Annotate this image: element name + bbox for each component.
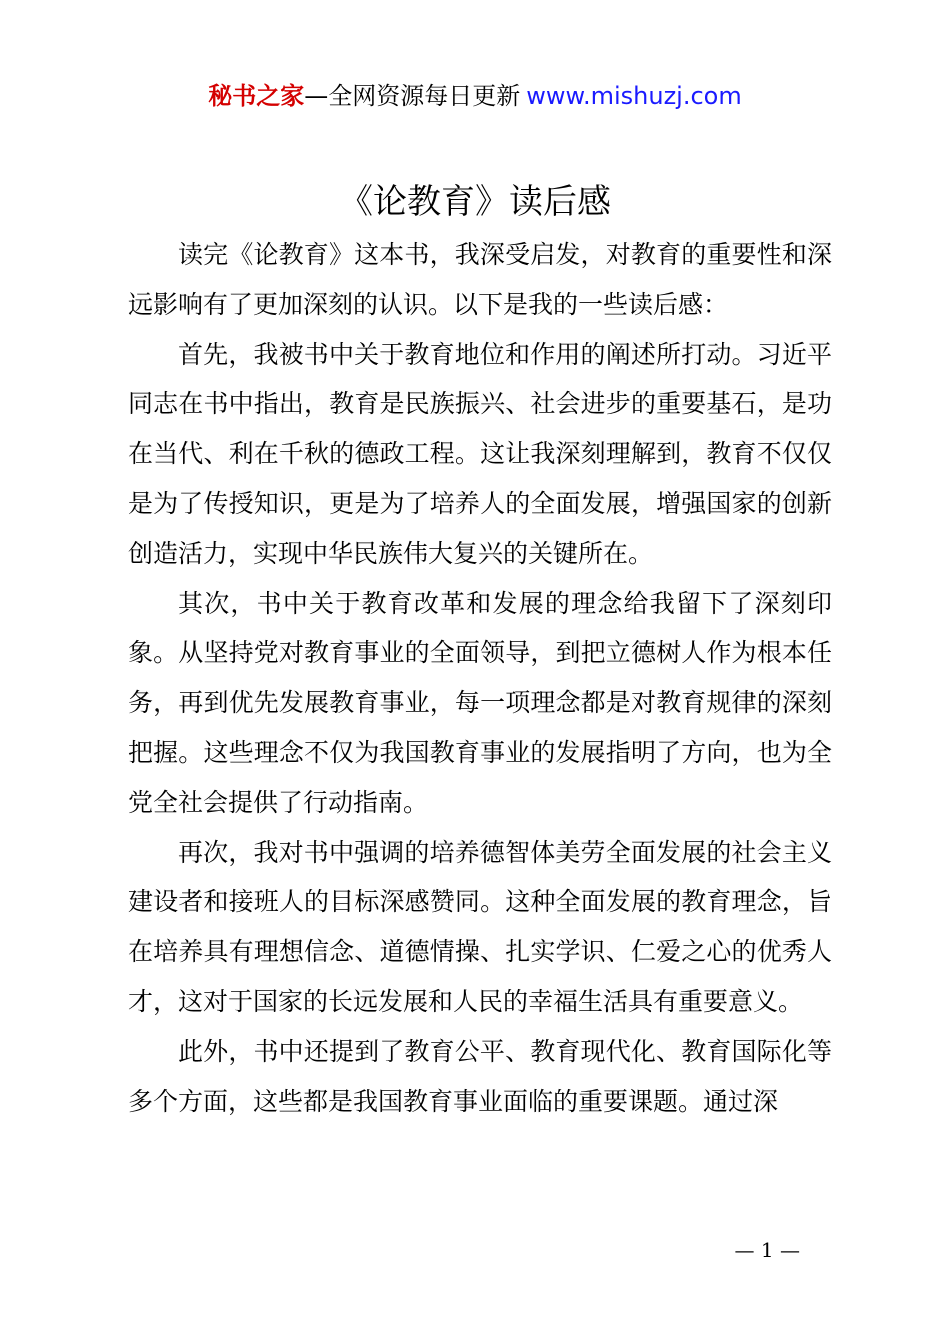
document-body [128,230,832,1126]
site-header [0,80,950,112]
paragraph: 再次，我对书中强调的培养德智体美劳全面发展的社会主义建设者和接班人的目标深感赞同。这种全面发展的教育理念，旨在培养具有理想信念、道德情操、扎实学识、仁爱之心的优秀人才，这对于国家的长远发展和人民的幸福生活具有重要意义。 [128,837,832,1016]
paragraph: 此外，书中还提到了教育公平、教育现代化、教育国际化等多个方面，这些都是我国教育事业面临的重要课题。通过深 [128,1036,832,1116]
paragraph: 读完《论教育》这本书，我深受启发，对教育的重要性和深远影响有了更加深刻的认识。以下是我的一些读后感： [128,240,832,319]
page-number: — 1 — [734,1238,800,1262]
paragraph: 首先，我被书中关于教育地位和作用的阐述所打动。习近平同志在书中指出，教育是民族振兴、社会进步的重要基石，是功在当代、利在千秋的德政工程。这让我深刻理解到，教育不仅仅是为了传授知识，更是为了培养人的全面发展，增强国家的创新创造活力，实现中华民族伟大复兴的关键所在。 [128,339,832,568]
site-brand: 秘书之家 [208,82,305,110]
site-url-link[interactable]: www.mishuzj.com [526,82,742,110]
document-title: 《论教育》读后感 [339,182,611,222]
paragraph: 其次，书中关于教育改革和发展的理念给我留下了深刻印象。从坚持党对教育事业的全面领导，到把立德树人作为根本任务，再到优先发展教育事业，每一项理念都是对教育规律的深刻把握。这些理念不仅为我国教育事业的发展指明了方向，也为全党全社会提供了行动指南。 [128,588,832,817]
site-tagline: —全网资源每日更新 [304,82,521,110]
